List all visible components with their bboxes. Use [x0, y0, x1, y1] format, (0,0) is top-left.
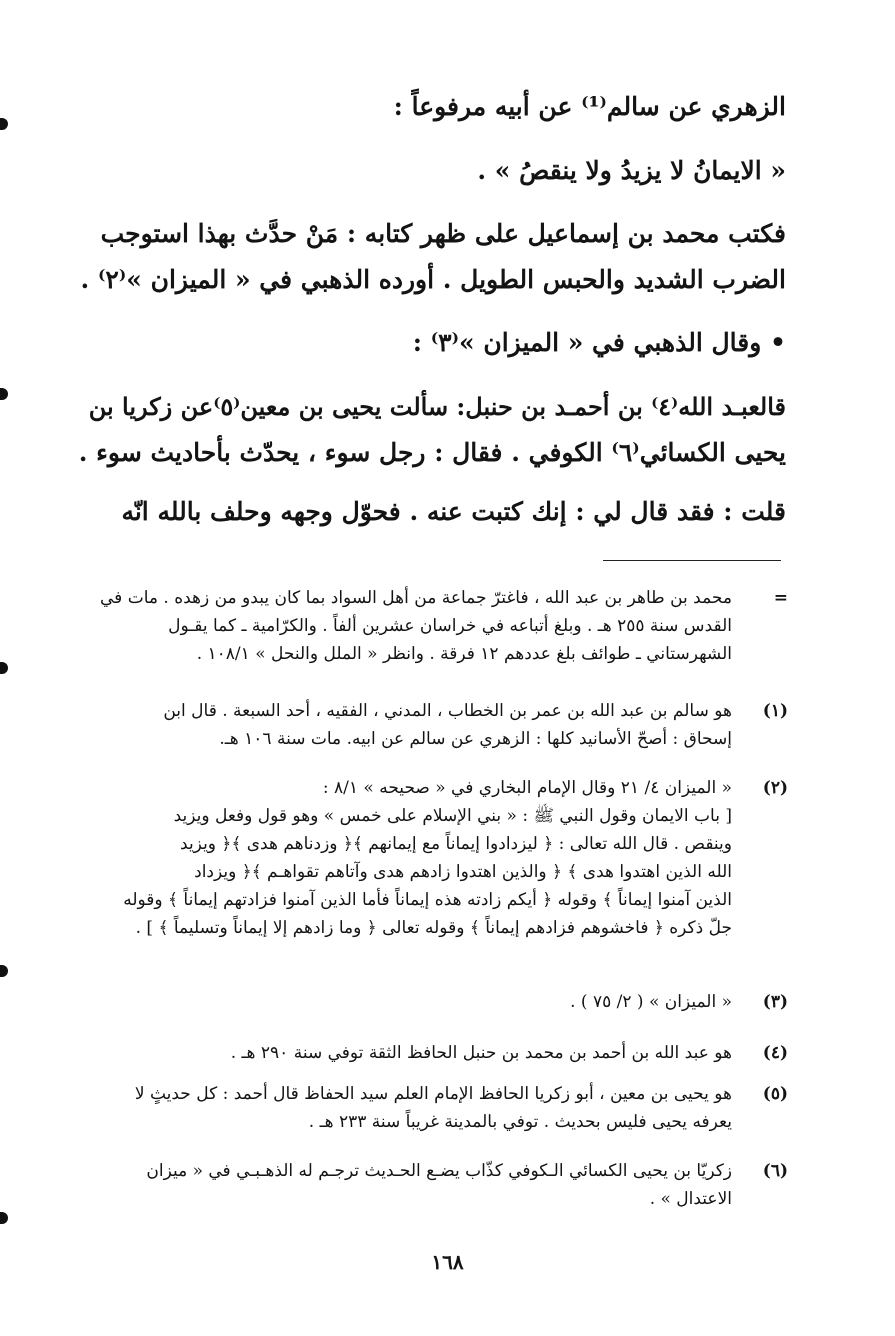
- footnote: [78, 697, 788, 753]
- main-text-line: قالعبـد الله⁽٤⁾ بن أحمـد بن حنبل: سألت يحيى بن معين⁽٥⁾عن زكريا بن: [88, 392, 786, 421]
- footnote-number: (٥): [762, 1084, 788, 1104]
- main-text-line: يحيى الكسائي⁽٦⁾ الكوفي . فقال : رجل سوء ، يحدّث بأحاديث سوء .: [78, 438, 786, 467]
- footnote-line: هو سالم بن عبد الله بن عمر بن الخطاب ، المدني ، الفقيه ، أحد السبعة . قال ابن: [163, 701, 732, 721]
- footnote-line: محمد بن طاهر بن عبد الله ، فاغترّ جماعة من أهل السواد بما كان يبدو من زهده . مات في: [100, 588, 732, 608]
- margin-mark: [0, 1212, 8, 1224]
- footnote-line: إسحاق : أصحّ الأسانيد كلها : الزهري عن سالم عن ابيه. مات سنة ١٠٦ هـ.: [219, 729, 732, 749]
- footnote: [78, 774, 788, 942]
- main-text-line: فكتب محمد بن إسماعيل على ظهر كتابه : مَنْ حدَّث بهذا استوجب: [100, 219, 786, 248]
- footnote: [78, 1080, 788, 1136]
- footnote-line: الاعتدال » .: [649, 1189, 732, 1209]
- main-text-line: الضرب الشديد والحبس الطويل . أورده الذهبي في « الميزان »⁽٢⁾ .: [80, 265, 786, 294]
- footnote-line: وينقص . قال الله تعالى : ﴿ ليزدادوا إيماناً مع إيمانهم ﴾﴿ وزدناهم هدى ﴾﴿ ويزيد: [180, 834, 732, 854]
- footnote-number: (١): [762, 701, 788, 721]
- footnote-line: زكريّا بن يحيى الكسائي الـكوفي كذّاب يضـع الحـديث ترجـم له الذهـبـي في « ميزان: [146, 1161, 732, 1181]
- footnote: [78, 584, 788, 668]
- margin-mark: [0, 662, 8, 674]
- footnote: [78, 1157, 788, 1213]
- main-text-line: قلت : فقد قال لي : إنك كتبت عنه . فحوّل وجهه وحلف بالله انّه: [121, 497, 786, 526]
- page-number: ١٦٨: [431, 1250, 464, 1274]
- footnote-line: هو يحيى بن معين ، أبو زكريا الحافظ الإمام العلم سيد الحفاظ قال أحمد : كل حديثٍ لا: [134, 1084, 732, 1104]
- footnote-number: =: [773, 588, 788, 608]
- footnote-number: (٢): [762, 778, 788, 798]
- main-text-line: الزهري عن سالم⁽¹⁾ عن أبيه مرفوعاً :: [393, 92, 786, 121]
- footnote: [78, 988, 788, 1016]
- footnote-number: (٦): [762, 1161, 788, 1181]
- footnote-line: « الميزان ٤/ ٢١ وقال الإمام البخاري في « صحيحه » ٨/١ :: [322, 778, 732, 798]
- footnote-separator: [603, 560, 781, 561]
- footnote-line: القدس سنة ٢٥٥ هـ . وبلغ أتباعه في خراسان عشرين ألفاً . والكرّامية ـ كما يقـول: [168, 616, 732, 636]
- footnote: [78, 1039, 788, 1067]
- footnote-line: [ باب الايمان وقول النبي ﷺ : « بني الإسلام على خمس » وهو قول وفعل ويزيد: [173, 806, 732, 826]
- footnote-line: يعرفه يحيى فليس بحديث . توفي بالمدينة غريباً سنة ٢٣٣ هـ .: [308, 1112, 732, 1132]
- footnote-line: « الميزان » ( ٢/ ٧٥ ) .: [570, 992, 732, 1012]
- footnote-number: (٣): [762, 992, 788, 1012]
- footnote-line: جلّ ذكره ﴿ فاخشوهم فزادهم إيماناً ﴾ وقوله تعالى ﴿ وما زادهم إلا إيماناً وتسليماً ﴾ ] .: [135, 918, 732, 938]
- footnote-line: الله الذين اهتدوا هدى ﴾ ﴿ والذين اهتدوا زادهم هدى وآتاهم تقواهـم ﴾﴿ ويزداد: [194, 862, 732, 882]
- footnote-number: (٤): [762, 1043, 788, 1063]
- margin-mark: [0, 965, 8, 977]
- margin-mark: [0, 118, 8, 130]
- main-text-line: « الايمانُ لا يزيدُ ولا ينقصُ » .: [477, 156, 786, 185]
- main-text-line: • وقال الذهبي في « الميزان »⁽٣⁾ :: [412, 328, 786, 357]
- footnote-line: الذين آمنوا إيماناً ﴾ وقوله ﴿ أيكم زادته هذه إيماناً فأما الذين آمنوا فزادتهم إيماناً ﴾ وقوله: [123, 890, 732, 910]
- margin-mark: [0, 388, 8, 400]
- footnote-line: هو عبد الله بن أحمد بن محمد بن حنبل الحافظ الثقة توفي سنة ٢٩٠ هـ .: [230, 1043, 732, 1063]
- footnote-line: الشهرستاني ـ طوائف بلغ عددهم ١٢ فرقة . وانظر « الملل والنحل » ١٠٨/١ .: [196, 644, 732, 664]
